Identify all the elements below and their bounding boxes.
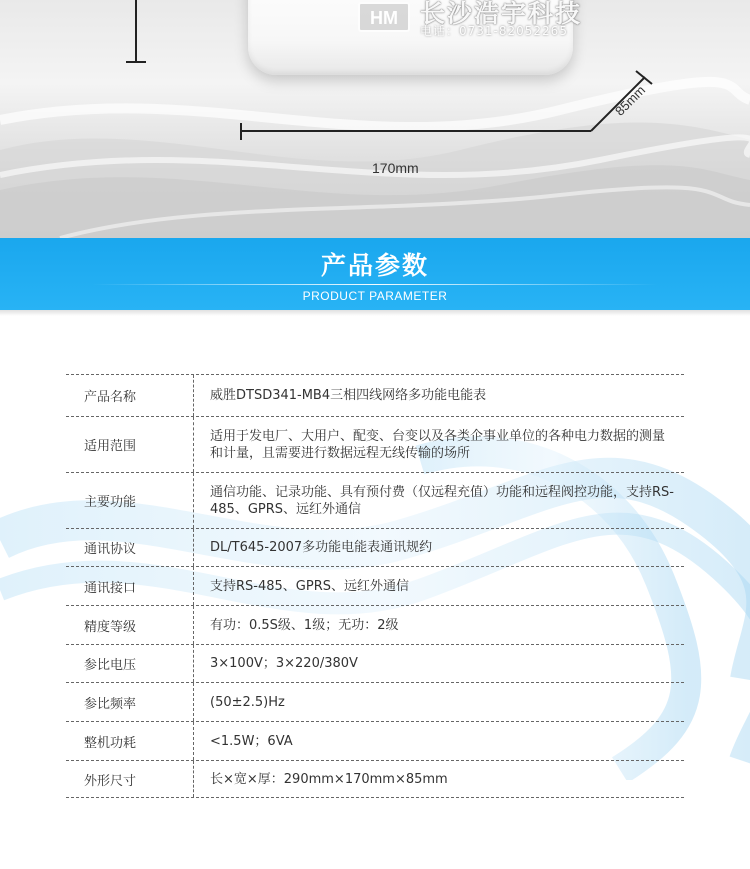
- table-row: [66, 528, 684, 566]
- brand-name: 长沙浩宇科技: [420, 0, 583, 28]
- parameter-table: [66, 374, 684, 798]
- param-label: 参比电压: [66, 645, 194, 682]
- brand-logo-icon: [358, 2, 410, 32]
- param-label: 通讯接口: [66, 567, 194, 605]
- table-row: [66, 644, 684, 682]
- param-value: 3×100V；3×220/380V: [210, 656, 358, 671]
- depth-dimension-label: 85mm: [612, 82, 649, 119]
- param-label: 整机功耗: [66, 722, 194, 760]
- section-subtitle: PRODUCT PARAMETER: [302, 289, 448, 303]
- param-label: 参比频率: [66, 683, 194, 721]
- table-row: [66, 605, 684, 644]
- param-value: DL/T645-2007多功能电能表通讯规约: [210, 540, 433, 555]
- section-banner: [0, 238, 750, 310]
- param-label: 产品名称: [66, 375, 194, 416]
- table-row: [66, 721, 684, 760]
- param-value: 有功：0.5S级、1级；无功：2级: [210, 617, 399, 633]
- param-value: 通信功能、记录功能、具有预付费（仅远程充值）功能和远程阀控功能，支持RS-485、GPRS、远红外通信: [210, 484, 674, 517]
- table-row: [66, 472, 684, 528]
- param-label: 主要功能: [66, 473, 194, 528]
- brand-phone: 电话：0731-82052265: [420, 24, 568, 38]
- banner-shadow: [0, 310, 750, 316]
- param-value: 长×宽×厚：290mm×170mm×85mm: [210, 771, 448, 787]
- table-row: [66, 416, 684, 472]
- meter-device: [248, 0, 583, 75]
- param-label: 适用范围: [66, 417, 194, 472]
- table-row: [66, 682, 684, 721]
- param-value: 支持RS-485、GPRS、远红外通信: [210, 578, 409, 594]
- product-photo: [0, 0, 750, 238]
- param-label: 精度等级: [66, 606, 194, 644]
- param-value: 威胜DTSD341-MB4三相四线网络多功能电能表: [210, 388, 487, 403]
- banner-divider: [92, 284, 658, 285]
- length-dimension-label: 170mm: [372, 160, 419, 176]
- param-value: <1.5W；6VA: [210, 733, 293, 749]
- section-title: 产品参数: [320, 251, 429, 280]
- table-row: [66, 566, 684, 605]
- param-label: 外形尺寸: [66, 761, 194, 797]
- param-value: (50±2.5)Hz: [210, 694, 285, 710]
- param-value: 适用于发电厂、大用户、配变、台变以及各类企事业单位的各种电力数据的测量和计量，且需要进行数据远程无线传输的场所: [210, 428, 666, 461]
- param-label: 通讯协议: [66, 529, 194, 566]
- table-row: [66, 760, 684, 798]
- svg-text:HM: HM: [370, 8, 398, 28]
- table-row: [66, 374, 684, 416]
